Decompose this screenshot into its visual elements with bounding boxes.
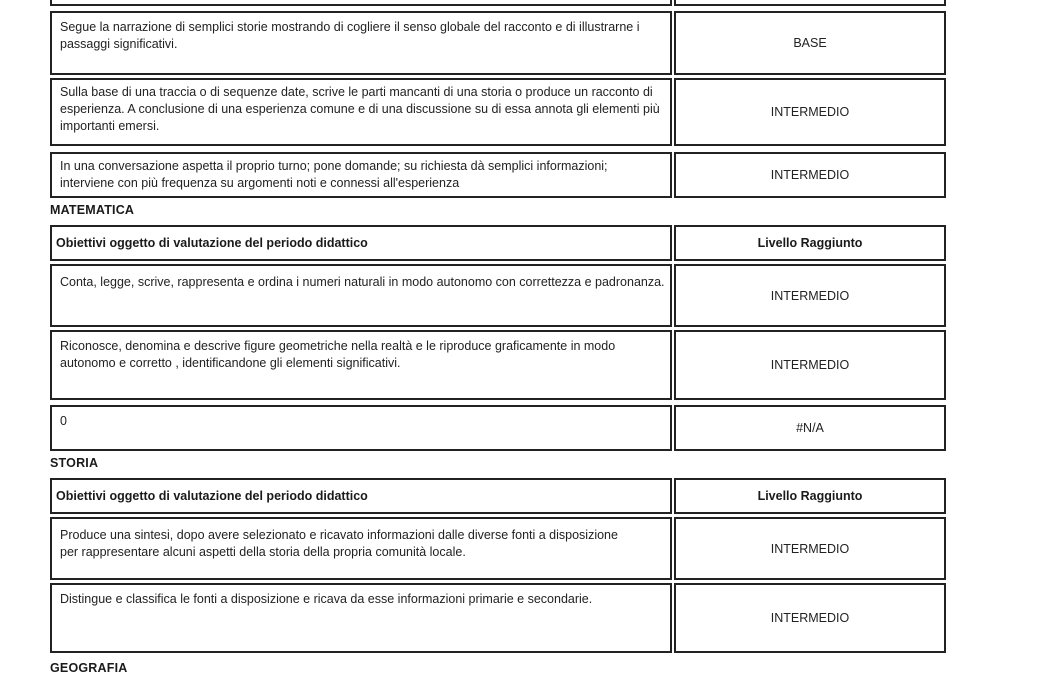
- objective-text: 0: [60, 414, 67, 428]
- level-cell: [674, 152, 946, 198]
- level-value: BASE: [793, 36, 827, 50]
- level-cell-partial: [674, 0, 946, 6]
- level-value: INTERMEDIO: [770, 358, 850, 372]
- level-value: #N/A: [796, 421, 824, 435]
- section-title-storia: STORIA: [50, 456, 99, 470]
- table-header-objectives: [50, 478, 672, 514]
- objective-cell: [50, 78, 672, 146]
- table-row-cell-partial: [50, 0, 672, 6]
- objective-cell: [50, 583, 672, 653]
- table-header-objectives: [50, 225, 672, 261]
- objective-cell: [50, 517, 672, 580]
- objective-cell: [50, 11, 672, 75]
- objective-text: Sulla base di una traccia o di sequenze date, scrive le parti mancanti di una storia o produce un racconto di esperienza. A conclusione di una esperienza comune e di una discussione su di essa annota gli elementi più importanti emersi.: [60, 85, 660, 133]
- objective-text: In una conversazione aspetta il proprio turno; pone domande; su richiesta dà semplici informazioni; interviene con più frequenza su argomenti noti e connessi all'esperienza: [60, 159, 608, 190]
- table-header-level: [674, 478, 946, 514]
- header-level-label: Livello Raggiunto: [757, 236, 863, 250]
- level-cell: [674, 330, 946, 400]
- header-level-label: Livello Raggiunto: [757, 489, 863, 503]
- objective-cell: [50, 405, 672, 451]
- level-cell: [674, 78, 946, 146]
- level-cell: [674, 517, 946, 580]
- section-title-geografia: GEOGRAFIA: [50, 661, 128, 675]
- header-objectives-label: Obiettivi oggetto di valutazione del periodo didattico: [56, 236, 368, 250]
- level-value: INTERMEDIO: [770, 288, 850, 303]
- level-value: INTERMEDIO: [770, 611, 850, 625]
- level-cell: [674, 11, 946, 75]
- level-cell: [674, 583, 946, 653]
- objective-text: Produce una sintesi, dopo avere selezionato e ricavato informazioni dalle diverse fonti a disposizione per rappresentare alcuni aspetti della storia della propria comunità locale.: [60, 528, 618, 559]
- objective-cell: [50, 264, 672, 327]
- objective-text: Riconosce, denomina e descrive figure geometriche nella realtà e le riproduce graficamente in modo autonomo e corretto , identificandone gli elementi significativi.: [60, 339, 616, 370]
- objective-cell: [50, 152, 672, 198]
- objective-text: Conta, legge, scrive, rappresenta e ordina i numeri naturali in modo autonomo con correttezza e padronanza.: [60, 275, 665, 289]
- level-value: INTERMEDIO: [770, 541, 850, 556]
- level-cell: [674, 405, 946, 451]
- level-value: INTERMEDIO: [770, 105, 850, 119]
- level-cell: [674, 264, 946, 327]
- table-header-level: [674, 225, 946, 261]
- level-value: INTERMEDIO: [770, 168, 850, 182]
- objective-text: Segue la narrazione di semplici storie mostrando di cogliere il senso globale del racconto e di illustrarne i passaggi significativi.: [60, 20, 640, 51]
- objective-cell: [50, 330, 672, 400]
- header-objectives-label: Obiettivi oggetto di valutazione del periodo didattico: [56, 489, 368, 503]
- section-title-matematica: MATEMATICA: [50, 203, 135, 217]
- objective-text: Distingue e classifica le fonti a disposizione e ricava da esse informazioni primarie e secondarie.: [60, 592, 593, 606]
